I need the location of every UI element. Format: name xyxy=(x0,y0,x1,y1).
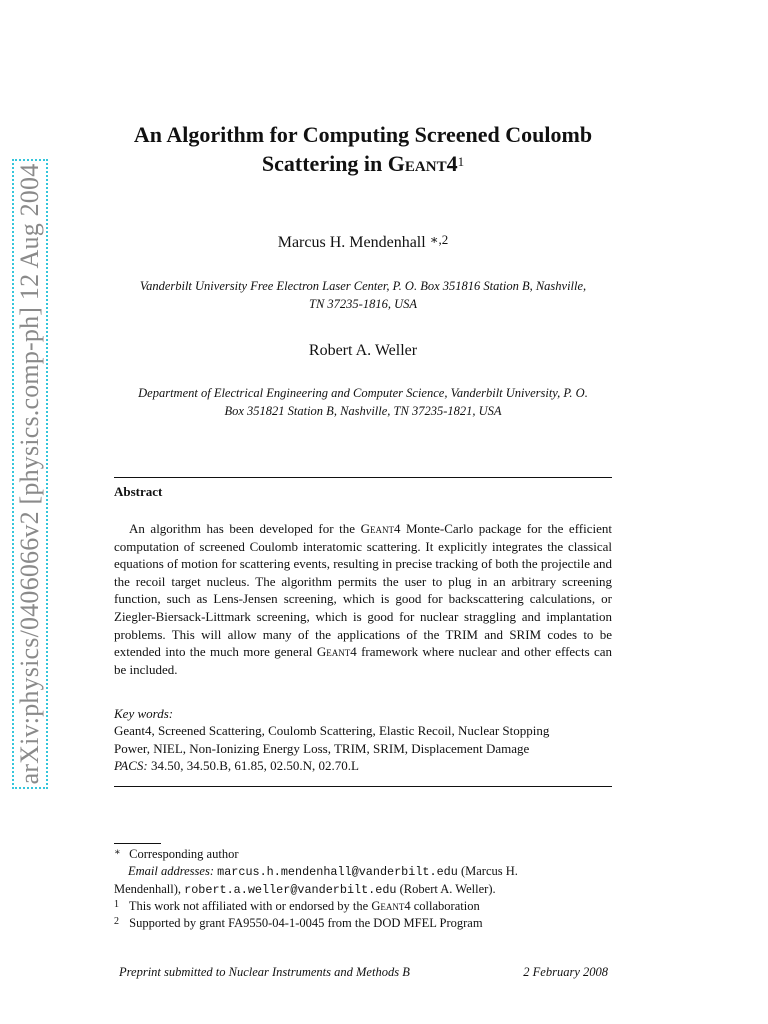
title-line-2 xyxy=(114,149,612,178)
corresponding-mark: ∗ xyxy=(114,847,121,858)
abstract-text-1: An algorithm has been developed for the xyxy=(129,521,361,536)
footnote-1 xyxy=(114,898,612,915)
footnote-1-mark: 1 xyxy=(114,899,119,911)
footnote-emails-cont xyxy=(114,881,612,899)
footnote-rule xyxy=(114,843,161,844)
affiliation-2-line-1: Department of Electrical Engineering and Computer Science, Vanderbilt University, P. O. xyxy=(138,386,588,400)
abstract-heading: Abstract xyxy=(114,484,163,499)
title-line-2-prefix: Scattering in xyxy=(261,151,388,176)
affiliation-2 xyxy=(114,384,612,420)
footnote-corresponding xyxy=(114,846,612,863)
keywords-line-1: Geant4, Screened Scattering, Coulomb Scattering, Elastic Recoil, Nuclear Stopping xyxy=(114,723,550,738)
abstract-geant-1: Geant4 xyxy=(360,521,401,536)
email-owner-1a: (Marcus H. xyxy=(457,863,518,878)
pacs-codes xyxy=(114,758,359,774)
author-1-marks: ∗,2 xyxy=(429,232,449,247)
footnote-1-text-a: This work not affiliated with or endorsed by the xyxy=(128,899,372,914)
author-1-name: Marcus H. Mendenhall xyxy=(277,234,426,251)
email-link-mendenhall[interactable]: marcus.h.mendenhall@vanderbilt.edu xyxy=(217,864,458,879)
keywords-heading: Key words: xyxy=(114,706,174,721)
abstract-body xyxy=(114,520,612,678)
keywords-list xyxy=(114,722,612,758)
footnote-emails xyxy=(114,863,612,881)
abstract-bottom-rule xyxy=(114,786,612,787)
author-2-name: Robert A. Weller xyxy=(308,342,418,359)
pacs-label: PACS: xyxy=(114,758,148,773)
email-owner-2: (Robert A. Weller). xyxy=(396,881,496,896)
affiliation-1-line-1: Vanderbilt University Free Electron Laser Center, P. O. Box 351816 Station B, Nashville, xyxy=(139,279,587,293)
email-link-weller[interactable]: robert.a.weller@vanderbilt.edu xyxy=(184,882,397,897)
footnote-2 xyxy=(114,915,612,932)
title-footnote-mark: 1 xyxy=(457,154,465,169)
author-1 xyxy=(114,234,612,252)
email-label: Email addresses: xyxy=(128,863,214,878)
arxiv-stamp[interactable] xyxy=(12,159,48,789)
title-line-1: An Algorithm for Computing Screened Coulomb xyxy=(133,122,593,147)
arxiv-stamp-text: arXiv:physics/0406066v2 [physics.comp-ph] 12 Aug 2004 xyxy=(15,163,44,785)
abstract-text-2: Monte-Carlo package for the efficient computation of screened Coulomb interatomic scattering. It explicitly integrates the classical equations of motion for scattering events, resulting in precise tracking of both the projectile and the recoil target nucleus. The algorithm permits the user to plug in an arbitrary screening function, such as Lens-Jensen screening, which is good for backscattering calculations, or Ziegler-Biersack-Littmark screening, which is good for nuclear straggling and implantation problems. This will allow many of the applications of the TRIM and SRIM codes to be extended into the much more general xyxy=(114,521,613,660)
corresponding-text: Corresponding author xyxy=(129,847,239,861)
paper-title xyxy=(114,120,612,178)
affiliation-1 xyxy=(114,277,612,313)
preprint-date: 2 February 2008 xyxy=(523,965,608,979)
author-2 xyxy=(114,342,612,360)
footnote-2-text: Supported by grant FA9550-04-1-0045 from the DOD MFEL Program xyxy=(129,916,483,931)
footnotes xyxy=(114,846,612,932)
preprint-note: Preprint submitted to Nuclear Instruments and Methods B xyxy=(119,965,410,979)
title-geant-name: Geant4 xyxy=(387,151,458,176)
email-owner-1b: Mendenhall), xyxy=(114,881,185,896)
affiliation-2-line-2: Box 351821 Station B, Nashville, TN 37235-1821, USA xyxy=(224,404,502,418)
pacs-values: 34.50, 34.50.B, 61.85, 02.50.N, 02.70.L xyxy=(147,758,359,773)
footnote-1-geant: Geant4 xyxy=(371,899,411,914)
keywords-line-2: Power, NIEL, Non-Ionizing Energy Loss, TRIM, SRIM, Displacement Damage xyxy=(114,741,530,756)
abstract-text-3: framework where nuclear and other effects can be included. xyxy=(114,644,612,677)
footnote-2-mark: 2 xyxy=(114,916,119,928)
footnote-1-text-b: collaboration xyxy=(410,899,480,914)
abstract-geant-2: Geant4 xyxy=(316,644,357,660)
abstract-top-rule xyxy=(114,477,612,478)
affiliation-1-line-2: TN 37235-1816, USA xyxy=(309,297,417,311)
